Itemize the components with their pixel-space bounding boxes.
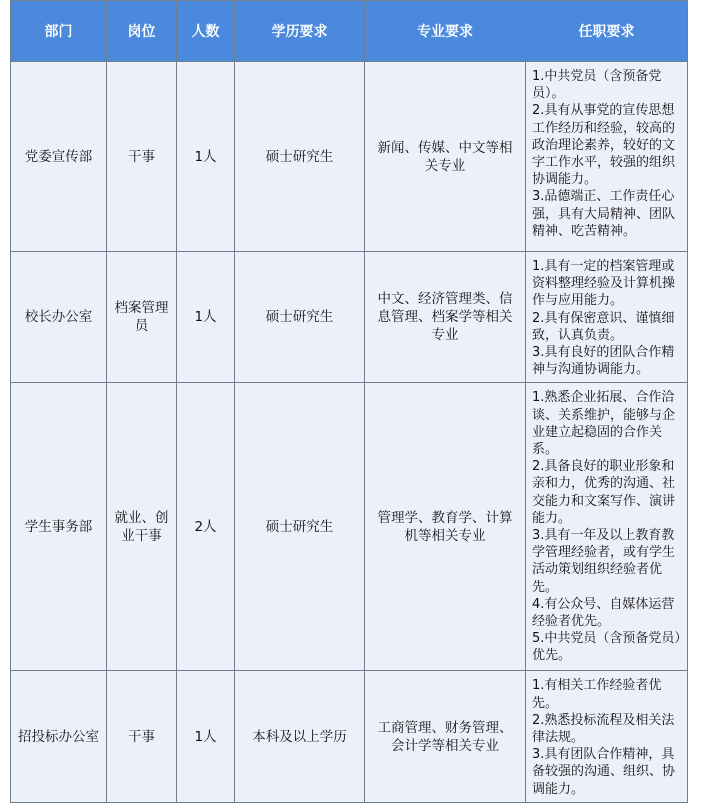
header-dept: 部门	[11, 1, 107, 62]
header-post: 岗位	[107, 1, 177, 62]
cell-post-text: 就业、创业干事	[114, 509, 169, 544]
recruitment-table-container	[10, 0, 687, 803]
cell-requirements	[526, 671, 688, 802]
requirement-item: 4.有公众号、自媒体运营经验者优先。	[532, 596, 675, 630]
cell-major: 工商管理、财务管理、会计学等相关专业	[365, 671, 526, 802]
requirement-item: 3.具有团队合作精神，具备较强的沟通、组织、协调能力。	[532, 747, 676, 797]
header-row	[11, 1, 688, 62]
cell-post	[107, 62, 177, 252]
requirement-item: 1.有相关工作经验者优先。	[532, 678, 662, 711]
table-row	[11, 252, 688, 383]
cell-education: 本科及以上学历	[235, 671, 365, 802]
header-count: 人数	[177, 1, 235, 62]
requirement-item: 3.具有良好的团队合作精神与沟通协调能力。	[532, 345, 675, 378]
cell-education: 硕士研究生	[235, 62, 365, 252]
table-row	[11, 383, 688, 671]
requirement-item: 2.熟悉投标流程及相关法律法规。	[532, 712, 675, 746]
cell-dept: 招投标办公室	[11, 671, 107, 802]
cell-education: 硕士研究生	[235, 252, 365, 383]
cell-post	[107, 671, 177, 802]
cell-dept: 党委宣传部	[11, 62, 107, 252]
cell-post	[107, 252, 177, 383]
requirement-item: 2.具有保密意识、谨慎细致，认真负责。	[532, 310, 675, 343]
cell-count: 1人	[177, 671, 235, 802]
header-major: 专业要求	[365, 1, 526, 62]
recruitment-table	[10, 0, 688, 803]
cell-count: 1人	[177, 62, 235, 252]
cell-education: 硕士研究生	[235, 383, 365, 671]
requirement-item: 1.熟悉企业拓展、合作洽谈、关系维护，能够与企业建立起稳固的合作关系。	[532, 390, 676, 458]
requirement-item: 1.中共党员（含预备党员）。	[532, 69, 662, 102]
cell-major: 中文、经济管理类、信息管理、档案学等相关专业	[365, 252, 526, 383]
cell-count: 1人	[177, 252, 235, 383]
requirement-item: 2.具有从事党的宣传思想工作经历和经验，较高的政治理论素养，较好的文字工作水平，较强的组织协调能力。	[532, 103, 676, 188]
requirement-item: 1.具有一定的档案管理或资料整理经验及计算机操作与应用能力。	[532, 259, 676, 309]
cell-requirements	[526, 62, 688, 252]
cell-post-text: 干事	[128, 148, 155, 165]
cell-count: 2人	[177, 383, 235, 671]
table-row	[11, 62, 688, 252]
cell-requirements	[526, 252, 688, 383]
cell-major: 管理学、教育学、计算机等相关专业	[365, 383, 526, 671]
cell-dept: 学生事务部	[11, 383, 107, 671]
requirement-item: 3.具有一年及以上教育教学管理经验者，或有学生活动策划组织经验者优先。	[532, 528, 676, 595]
requirement-item: 5.中共党员（含预备党员）优先。	[532, 631, 681, 664]
cell-post-text: 档案管理员	[114, 300, 169, 335]
header-requirements: 任职要求	[526, 1, 688, 62]
header-education: 学历要求	[235, 1, 365, 62]
table-row	[11, 671, 688, 802]
cell-major: 新闻、传媒、中文等相关专业	[365, 62, 526, 252]
cell-dept: 校长办公室	[11, 252, 107, 383]
requirement-item: 3.品德端正、工作责任心强，具有大局精神、团队精神、吃苦精神。	[532, 189, 676, 239]
requirement-item: 2.具备良好的职业形象和亲和力，优秀的沟通、社交能力和文案写作、演讲能力。	[532, 459, 676, 526]
cell-post	[107, 383, 177, 671]
cell-requirements	[526, 383, 688, 671]
cell-post-text: 干事	[128, 728, 155, 745]
